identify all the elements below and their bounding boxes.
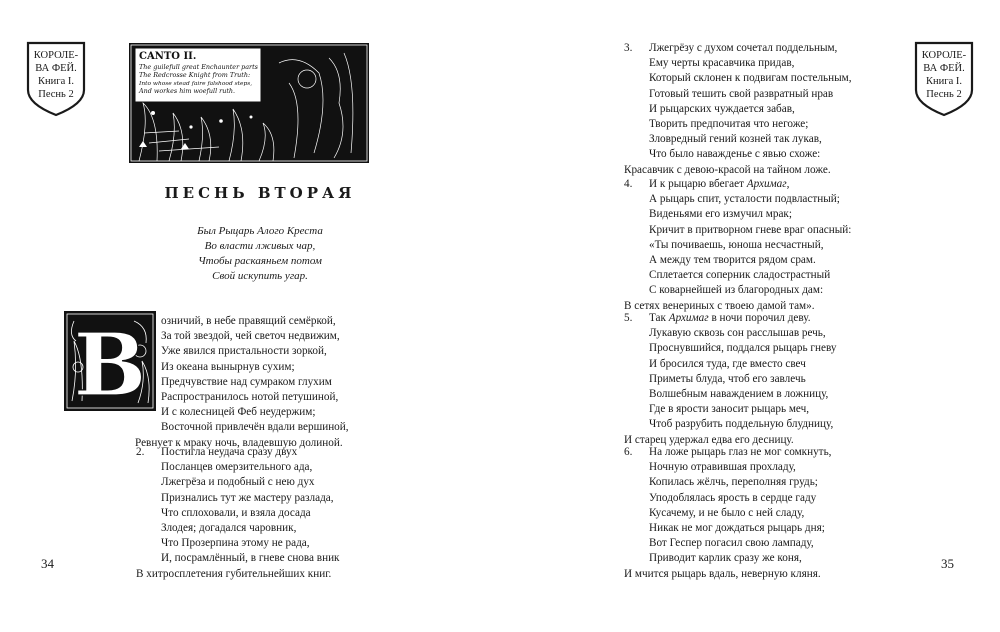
stanza-line: Лжегрёза и подобный с нею дух	[161, 476, 315, 489]
stanza-line: Волшебным наваждением в ложницу,	[649, 388, 829, 401]
stanza-line: Ночную отравившая прохладу,	[649, 461, 796, 474]
epigraph-line: Во власти лживых чар,	[204, 240, 316, 252]
stanza-line: В сетях венериных с твоею дамой там».	[624, 299, 815, 312]
stanza-line: Что Прозерпина этому не рада,	[161, 537, 310, 550]
stanza-line: Так	[649, 312, 669, 324]
stanza-line: Который склонен к подвигам постельным,	[649, 72, 852, 85]
stanza-line: Лукавую сквозь сон расслышав речь,	[649, 327, 826, 340]
badge-line: ВА ФЕЙ.	[923, 63, 965, 74]
stanza-line: Кричит в притворном гневе враг опасный:	[649, 223, 852, 236]
stanza-line: Вот Геспер погасил свою лампаду,	[649, 537, 814, 550]
epigraph-line: Был Рыцарь Алого Креста	[197, 225, 323, 237]
stanza-line: А между тем творится рядом срам.	[649, 254, 816, 267]
stanza-line: Из океана вынырнув сухим;	[161, 360, 295, 373]
stanza-line: Никак не мог дождаться рыцарь дня;	[649, 522, 825, 535]
stanza-line: Приводит карлик сразу же коня,	[649, 552, 802, 565]
epigraph-line: Свой искупить угар.	[212, 270, 308, 282]
stanza-2	[136, 445, 340, 582]
stanza-line: Ему черты красавчика придав,	[649, 57, 795, 70]
stanza-line: Сплетается соперник сладострастный	[649, 269, 831, 282]
stanza-line: На ложе рыцарь глаз не мог сомкнуть,	[649, 446, 832, 458]
stanza-line: Восточной привлечён вдали вершиной,	[161, 421, 349, 434]
stanza-line: И к рыцарю вбегает	[649, 178, 747, 190]
stanza-line: И старец удержал едва его десницу.	[624, 433, 794, 446]
badge-line: КОРОЛЕ-	[33, 50, 79, 61]
stanza-line: В хитросплетения губительнейших книг.	[136, 567, 332, 580]
stanza-1	[135, 314, 349, 451]
stanza-line: С коварнейшей из благородных дам:	[649, 284, 824, 297]
stanza-line: Что сплоховали, и взяла досада	[161, 506, 311, 519]
stanza-6	[624, 445, 831, 582]
stanza-line: Кусачему, и не было с ней сладу,	[649, 506, 805, 519]
stanza-line: Посланцев омерзительного ада,	[161, 461, 313, 474]
stanza-line: И с колесницей Феб неудержим;	[161, 406, 316, 419]
vignette-line: The Redcrosse Knight from Truth:	[139, 71, 251, 79]
badge-line: ВА ФЕЙ.	[35, 63, 77, 74]
character-name: Архимаг	[668, 312, 709, 324]
badge-line: Книга I.	[38, 76, 74, 87]
stanza-line: И рыцарских чуждается забав,	[649, 102, 795, 115]
stanza-line: Зловредный гений козней так лукав,	[649, 133, 822, 146]
stanza-line: Уже явился пристальности зоркой,	[161, 345, 327, 358]
badge-line: Песнь 2	[926, 89, 962, 100]
vignette-line: The guilefull great Enchaunter parts	[139, 63, 258, 71]
chapter-title: ПЕСНЬ ВТОРАЯ	[164, 184, 356, 202]
stanza-line: Ревнует к мраку ночь, владевшую долиной.	[135, 436, 343, 449]
badge-line: Песнь 2	[38, 89, 74, 100]
stanza-line: Распространилось нотой петушиной,	[161, 391, 339, 404]
stanza-line: Признались тут же мастеру разлада,	[161, 491, 334, 504]
stanza-4	[624, 177, 851, 314]
vignette-line: Into whose stead faire falshood steps,	[139, 81, 253, 87]
stanza-line: Лжегрёзу с духом сочетал поддельным,	[649, 42, 838, 54]
stanza-line: Злодея; догадался чаровник,	[161, 522, 297, 535]
stanza-line: Приметы блуда, чтоб его завлечь	[649, 372, 806, 385]
vignette-line: And workes him woefull ruth.	[139, 87, 236, 95]
stanza-line: Копилась жёлчь, переполняя грудь;	[649, 476, 818, 489]
stanza-line: И мчится рыцарь вдаль, неверную кляня.	[624, 567, 821, 580]
stanza-line: И бросился туда, где вместо свеч	[649, 357, 806, 370]
stanza-line: Проснувшийся, поддался рыцарь гневу	[649, 342, 837, 355]
stanza-line: За той звездой, чей светоч недвижим,	[161, 330, 340, 343]
stanza-line: Где в ярости заносит рыцарь меч,	[649, 403, 810, 416]
stanza-line: Что было наважденье с явью схоже:	[649, 148, 821, 161]
engraved-vignette-illustration	[129, 43, 369, 163]
badge-line: КОРОЛЕ-	[921, 50, 967, 61]
stanza-number: 6.	[624, 446, 633, 458]
stanza-line: Творить предпочитая что негоже;	[649, 118, 809, 131]
stanza-line: Чтоб разрубить поддельную блудницу,	[649, 418, 834, 431]
stanza-line: «Ты почиваешь, юноша несчастный,	[649, 238, 824, 251]
stanza-line: Готовый тешить свой развратный нрав	[649, 87, 834, 100]
vignette-canto: CANTO II.	[139, 51, 197, 62]
page-number-left: 34	[41, 556, 54, 571]
stanza-line: Виденьями его измучил мрак;	[649, 208, 792, 221]
stanza-line: Постигла неудача сразу двух	[161, 446, 298, 458]
left-section-badge	[25, 40, 87, 116]
character-name: Архимаг,	[746, 178, 790, 190]
stanza-3	[624, 41, 852, 178]
stanza-number: 2.	[136, 446, 145, 458]
stanza-5	[624, 311, 836, 448]
stanza-line-tail: в ночи порочил деву.	[708, 312, 811, 324]
right-section-badge	[913, 40, 975, 116]
epigraph	[140, 224, 380, 284]
badge-line: Книга I.	[926, 76, 962, 87]
stanza-number: 5.	[624, 312, 633, 324]
stanza-line: И, посрамлённый, в гневе снова вник	[161, 552, 340, 565]
stanza-number: 4.	[624, 178, 633, 190]
stanza-line: А рыцарь спит, усталости подвластный;	[649, 193, 840, 206]
stanza-number: 3.	[624, 42, 633, 54]
stanza-line: озничий, в небе правящий семёркой,	[161, 315, 336, 327]
stanza-line: Красавчик с девою-красой на тайном ложе.	[624, 163, 831, 176]
page-number-right: 35	[941, 556, 954, 571]
epigraph-line: Чтобы раскаяньем потом	[198, 255, 322, 267]
stanza-line: Предчувствие над сумраком глухим	[161, 375, 332, 388]
stanza-line: Уподоблялась ярость в сердце гаду	[649, 491, 817, 504]
dropcap-letter: В	[73, 315, 147, 411]
ornate-dropcap	[64, 311, 156, 411]
